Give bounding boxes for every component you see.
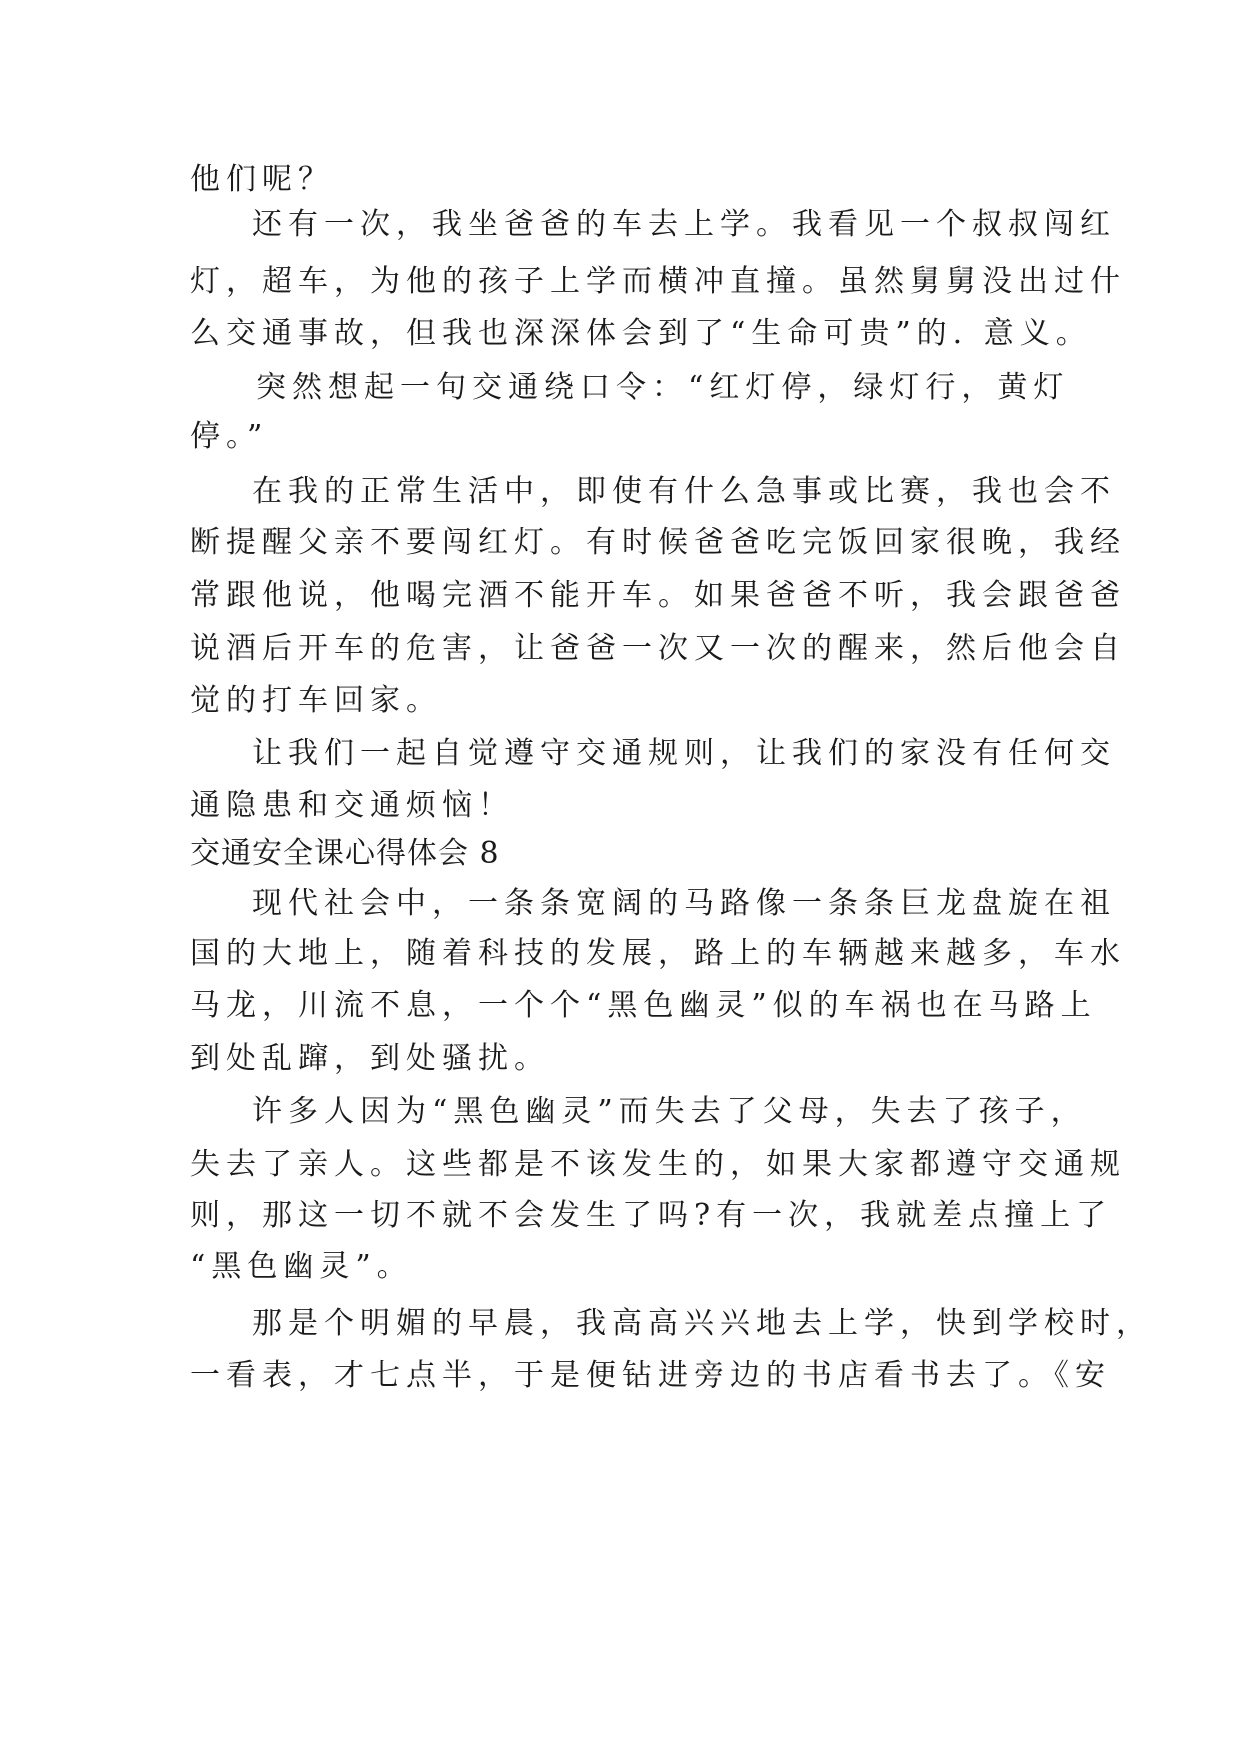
text-line: 国的大地上，随着科技的发展，路上的车辆越来越多，车水: [190, 936, 1126, 971]
text-line: 到处乱蹿，到处骚扰。: [190, 1041, 550, 1076]
text-line: 常跟他说，他喝完酒不能开车。如果爸爸不听，我会跟爸爸: [190, 578, 1126, 613]
paragraph-first-line: 许多人因为“黑色幽灵”而失去了父母，失去了孩子，: [252, 1094, 1087, 1129]
paragraph-first-line: 现代社会中，一条条宽阔的马路像一条条巨龙盘旋在祖: [252, 886, 1116, 921]
text-line: 马龙，川流不息，一个个“黑色幽灵”似的车祸也在马路上: [190, 988, 1097, 1023]
section-heading: 交通安全课心得体会 8: [190, 836, 500, 871]
text-line: 他们呢？: [190, 162, 334, 197]
text-line: 灯，超车，为他的孩子上学而横冲直撞。虽然舅舅没出过什: [190, 264, 1126, 299]
text-line: 通隐患和交通烦恼！: [190, 788, 514, 823]
text-line: 一看表，才七点半，于是便钻进旁边的书店看书去了。《安: [190, 1358, 1111, 1393]
text-line: “黑色幽灵”。: [190, 1249, 413, 1284]
paragraph-first-line: 在我的正常生活中，即使有什么急事或比赛，我也会不: [252, 474, 1116, 509]
text-line: 失去了亲人。这些都是不该发生的，如果大家都遵守交通规: [190, 1147, 1126, 1182]
text-line: 停。”: [190, 419, 269, 454]
paragraph-first-line: 还有一次，我坐爸爸的车去上学。我看见一个叔叔闯红: [252, 207, 1116, 242]
paragraph-first-line: 那是个明媚的早晨，我高高兴兴地去上学，快到学校时，: [252, 1306, 1152, 1341]
text-line: 则，那这一切不就不会发生了吗?有一次，我就差点撞上了: [190, 1198, 1113, 1233]
paragraph-first-line: 突然想起一句交通绕口令：“红灯停，绿灯行，黄灯: [256, 370, 1070, 405]
text-line: 觉的打车回家。: [190, 683, 442, 718]
text-line: 说酒后开车的危害，让爸爸一次又一次的醒来，然后他会自: [190, 631, 1126, 666]
text-line: 么交通事故，但我也深深体会到了“生命可贵”的. 意义。: [190, 316, 1092, 351]
paragraph-first-line: 让我们一起自觉遵守交通规则，让我们的家没有任何交: [252, 736, 1116, 771]
text-line: 断提醒父亲不要闯红灯。有时候爸爸吃完饭回家很晚，我经: [190, 525, 1126, 560]
